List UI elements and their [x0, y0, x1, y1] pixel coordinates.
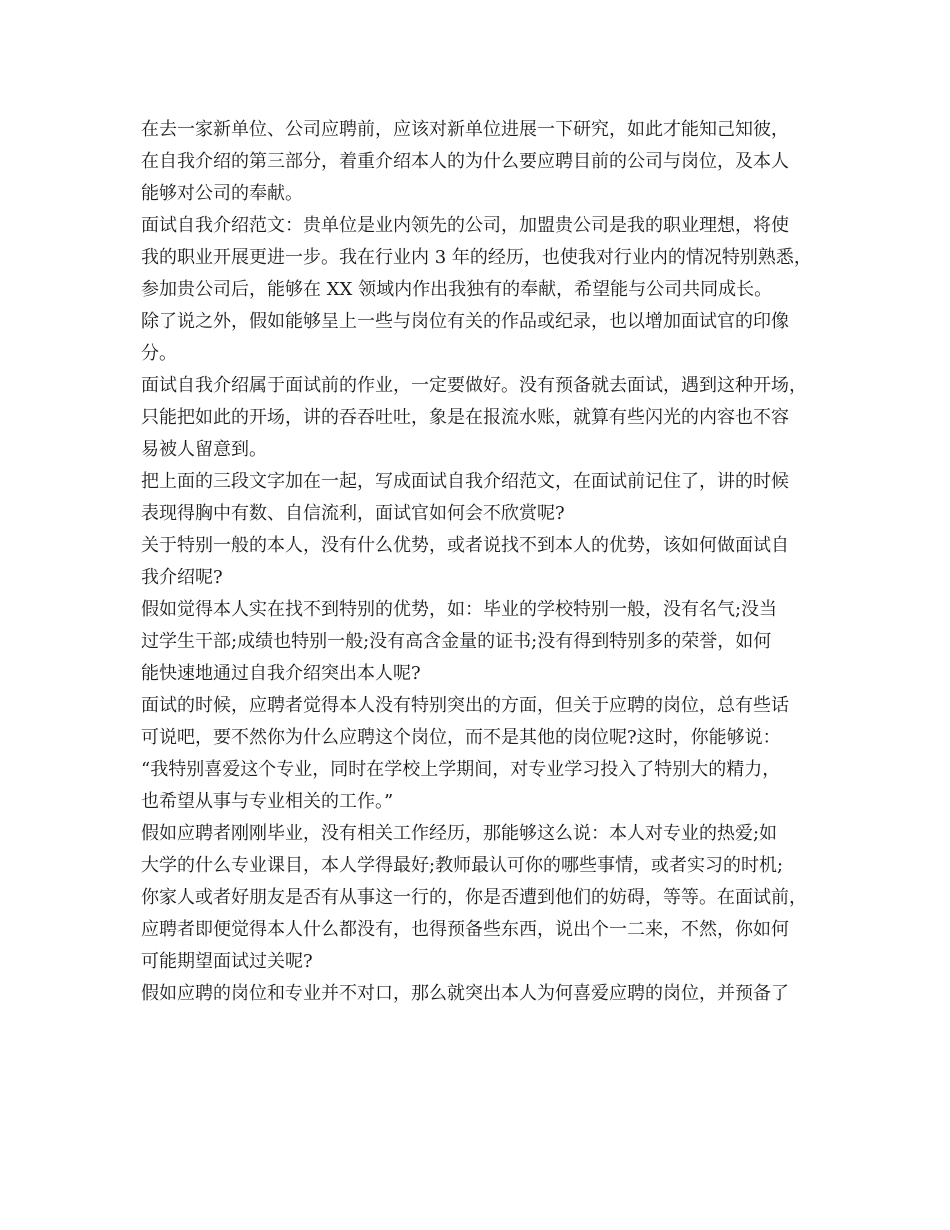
text-line: 也希望从事与专业相关的工作。” — [141, 791, 394, 812]
text-line: 我介绍呢? — [141, 567, 223, 588]
text-line: 在自我介绍的第三部分，着重介绍本人的为什么要应聘目前的公司与岗位，及本人 — [141, 151, 789, 172]
text-line: 能快速地通过自我介绍突出本人呢? — [141, 663, 421, 684]
text-line: 分。 — [141, 343, 177, 364]
text-line: 假如应聘者刚刚毕业，没有相关工作经历，那能够这么说：本人对专业的热爱;如 — [141, 823, 778, 844]
text-line: 我的职业开展更进一步。我在行业内 3 年的经历，也使我对行业内的情况特别熟悉， — [141, 247, 812, 268]
text-line: 面试自我介绍属于面试前的作业，一定要做好。没有预备就去面试，遇到这种开场， — [141, 375, 807, 396]
text-line: 面试的时候，应聘者觉得本人没有特别突出的方面，但关于应聘的岗位，总有些话 — [141, 695, 789, 716]
text-line: 把上面的三段文字加在一起，写成面试自我介绍范文，在面试前记住了，讲的时候 — [141, 471, 789, 492]
text-line: 能够对公司的奉献。 — [141, 183, 303, 204]
text-line: 可说吧，要不然你为什么应聘这个岗位，而不是其他的岗位呢?这时，你能够说： — [141, 727, 781, 748]
document-body — [141, 114, 831, 1010]
text-line: 除了说之外，假如能够呈上一些与岗位有关的作品或纪录，也以增加面试官的印像 — [141, 311, 789, 332]
text-line: 参加贵公司后，能够在 XX 领域内作出我独有的奉献，希望能与公司共同成长。 — [141, 279, 773, 300]
text-line: 过学生干部;成绩也特别一般;没有高含金量的证书;没有得到特别多的荣誉，如何 — [141, 631, 772, 652]
text-line: 应聘者即便觉得本人什么都没有，也得预备些东西，说出个一二来，不然，你如何 — [141, 919, 789, 940]
text-line: 可能期望面试过关呢? — [141, 951, 313, 972]
text-line: 关于特别一般的本人，没有什么优势，或者说找不到本人的优势，该如何做面试自 — [141, 535, 789, 556]
text-line: “我特别喜爱这个专业，同时在学校上学期间，对专业学习投入了特别大的精力， — [141, 759, 781, 780]
text-line: 大学的什么专业课目，本人学得最好;教师最认可你的哪些事情，或者实习的时机; — [141, 855, 784, 876]
text-line: 易被人留意到。 — [141, 439, 267, 460]
text-line: 假如觉得本人实在找不到特别的优势，如：毕业的学校特别一般，没有名气;没当 — [141, 599, 778, 620]
text-line: 只能把如此的开场，讲的吞吞吐吐，象是在报流水账，就算有些闪光的内容也不容 — [141, 407, 789, 428]
text-line: 在去一家新单位、公司应聘前，应该对新单位进展一下研究，如此才能知己知彼， — [141, 119, 789, 140]
text-line: 表现得胸中有数、自信流利，面试官如何会不欣赏呢? — [141, 503, 565, 524]
text-line: 面试自我介绍范文：贵单位是业内领先的公司，加盟贵公司是我的职业理想，将使 — [141, 215, 789, 236]
text-line: 假如应聘的岗位和专业并不对口，那么就突出本人为何喜爱应聘的岗位，并预备了 — [141, 983, 789, 1004]
text-line: 你家人或者好朋友是否有从事这一行的，你是否遭到他们的妨碍，等等。在面试前， — [141, 887, 807, 908]
